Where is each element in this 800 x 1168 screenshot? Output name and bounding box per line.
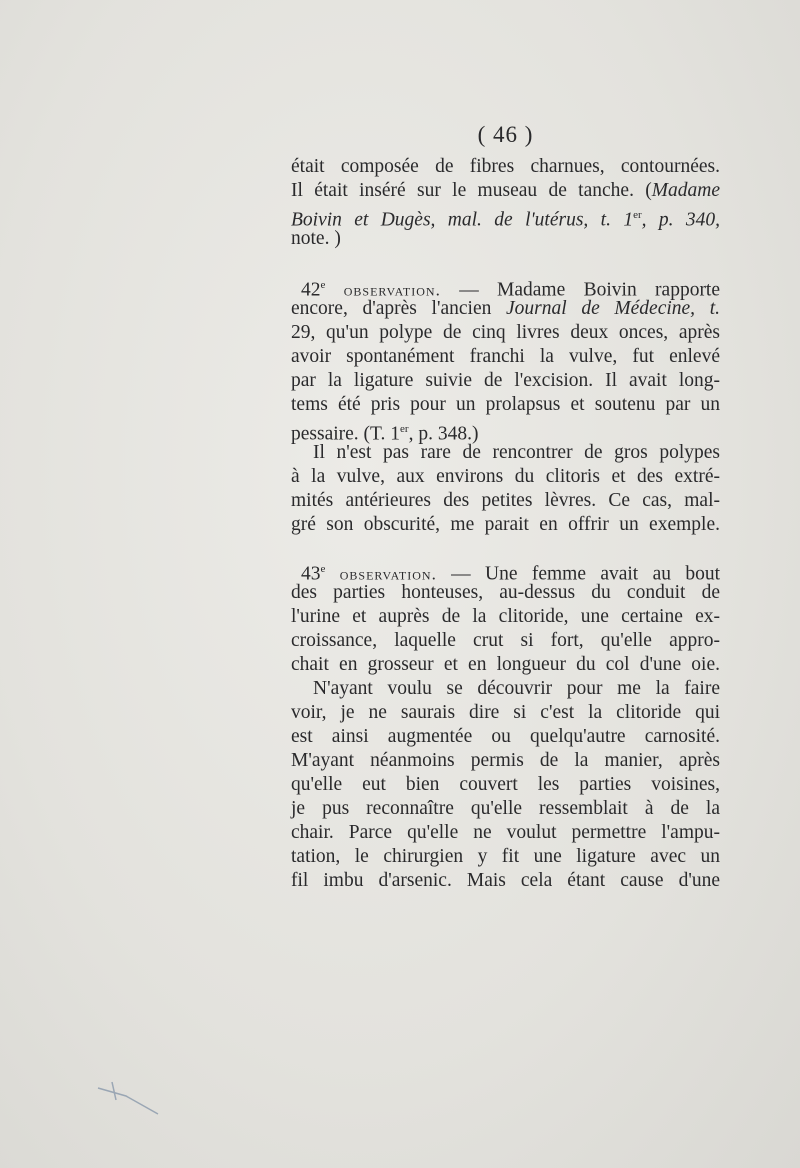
text-line: je pus reconnaître qu'elle ressemblait à de la: [291, 798, 720, 819]
text-line: note. ): [291, 228, 341, 249]
text-line: encore, d'après l'ancien Journal de Médecine, t.: [291, 298, 720, 319]
text-line: était composée de fibres charnues, contournées.: [291, 156, 720, 177]
text-line: gré son obscurité, me parait en offrir un exemple.: [291, 514, 720, 535]
text-line: Il n'est pas rare de rencontrer de gros polypes: [313, 442, 720, 463]
observation-heading-43: 43e observation. — Une femme avait au bout: [301, 563, 720, 585]
text-line: des parties honteuses, au-dessus du conduit de: [291, 582, 720, 603]
page-number: ( 46 ): [477, 122, 534, 147]
text-line: chait en grosseur et en longueur du col d'une oie.: [291, 654, 720, 675]
text-line: par la ligature suivie de l'excision. Il avait long-: [291, 370, 720, 391]
text-line: pessaire. (T. 1er, p. 348.): [291, 423, 479, 445]
text-line: N'ayant voulu se découvrir pour me la faire: [313, 678, 720, 699]
pencil-mark: [96, 1078, 166, 1118]
text-line: voir, je ne saurais dire si c'est la clitoride qui: [291, 702, 720, 723]
observation-heading-42: 42e observation. — Madame Boivin rapporte: [301, 279, 721, 301]
text-line: Boivin et Dugès, mal. de l'utérus, t. 1er, p. 340,: [291, 209, 720, 231]
text-line: l'urine et auprès de la clitoride, une certaine ex-: [291, 606, 720, 627]
text-line: qu'elle eut bien couvert les parties voisines,: [291, 774, 720, 795]
text-line: fil imbu d'arsenic. Mais cela étant cause d'une: [291, 870, 720, 891]
text-line: M'ayant néanmoins permis de la manier, après: [291, 750, 720, 771]
text-line: 29, qu'un polype de cinq livres deux onces, après: [291, 322, 720, 343]
text-line: mités antérieures des petites lèvres. Ce cas, mal-: [291, 490, 720, 511]
text-line: est ainsi augmentée ou quelqu'autre carnosité.: [291, 726, 720, 747]
text-line: Il était inséré sur le museau de tanche. (Madame: [291, 180, 720, 201]
text-line: tation, le chirurgien y fit une ligature avec un: [291, 846, 720, 867]
text-line: tems été pris pour un prolapsus et soutenu par un: [291, 394, 720, 415]
text-line: à la vulve, aux environs du clitoris et des extré-: [291, 466, 720, 487]
text-line: chair. Parce qu'elle ne voulut permettre l'ampu-: [291, 822, 720, 843]
text-line: avoir spontanément franchi la vulve, fut enlevé: [291, 346, 720, 367]
text-line: croissance, laquelle crut si fort, qu'elle appro-: [291, 630, 720, 651]
